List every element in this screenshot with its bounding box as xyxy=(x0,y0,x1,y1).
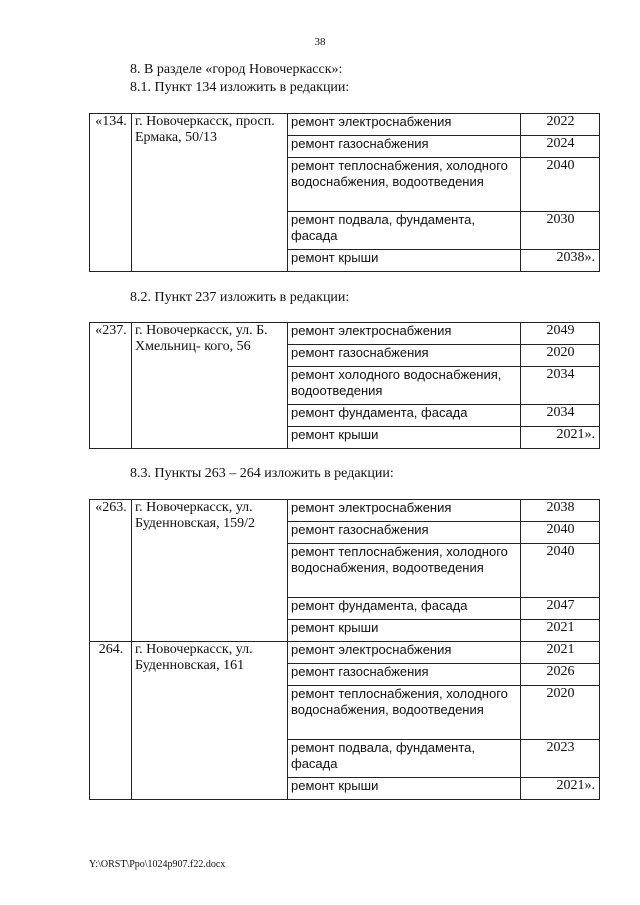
item-address: г. Новочеркасск, ул. Буденновская, 159/2 xyxy=(132,500,288,642)
table-items-263-264 xyxy=(89,499,600,800)
work-type: ремонт подвала, фундамента, фасада xyxy=(288,740,521,778)
work-type: ремонт холодного водоснабжения, водоотведения xyxy=(288,367,521,405)
work-year: 2024 xyxy=(521,136,600,158)
paragraph-8-2: 8.2. Пункт 237 изложить в редакции: xyxy=(130,290,350,305)
work-type: ремонт крыши xyxy=(288,250,521,272)
work-year: 2023 xyxy=(521,740,600,778)
work-type: ремонт крыши xyxy=(288,427,521,449)
work-type: ремонт крыши xyxy=(288,778,521,800)
work-type: ремонт газоснабжения xyxy=(288,345,521,367)
work-type: ремонт электроснабжения xyxy=(288,114,521,136)
item-number: «134. xyxy=(90,114,132,272)
work-year: 2021». xyxy=(521,427,600,449)
work-year: 2040 xyxy=(521,544,600,598)
item-address: г. Новочеркасск, ул. Буденновская, 161 xyxy=(132,642,288,800)
item-address: г. Новочеркасск, ул. Б. Хмельниц- кого, 56 xyxy=(132,323,288,449)
work-type: ремонт электроснабжения xyxy=(288,642,521,664)
paragraph-8-1: 8.1. Пункт 134 изложить в редакции: xyxy=(130,80,350,95)
work-year: 2047 xyxy=(521,598,600,620)
table-row xyxy=(90,500,600,522)
work-type: ремонт электроснабжения xyxy=(288,323,521,345)
work-type: ремонт теплоснабжения, холодного водоснабжения, водоотведения xyxy=(288,686,521,740)
work-year: 2026 xyxy=(521,664,600,686)
item-address: г. Новочеркасск, просп. Ермака, 50/13 xyxy=(132,114,288,272)
section-heading: 8. В разделе «город Новочеркасск»: xyxy=(130,62,343,77)
work-type: ремонт теплоснабжения, холодного водоснабжения, водоотведения xyxy=(288,158,521,212)
work-type: ремонт теплоснабжения, холодного водоснабжения, водоотведения xyxy=(288,544,521,598)
work-type: ремонт фундамента, фасада xyxy=(288,598,521,620)
work-year: 2038 xyxy=(521,500,600,522)
table-row xyxy=(90,642,600,664)
item-number: «263. xyxy=(90,500,132,642)
work-type: ремонт газоснабжения xyxy=(288,136,521,158)
work-year: 2034 xyxy=(521,367,600,405)
work-year: 2049 xyxy=(521,323,600,345)
work-year: 2034 xyxy=(521,405,600,427)
work-year: 2021 xyxy=(521,642,600,664)
table-row xyxy=(90,114,600,136)
work-year: 2020 xyxy=(521,686,600,740)
work-year: 2030 xyxy=(521,212,600,250)
work-type: ремонт подвала, фундамента, фасада xyxy=(288,212,521,250)
paragraph-8-3: 8.3. Пункты 263 – 264 изложить в редакции: xyxy=(130,466,394,481)
work-type: ремонт крыши xyxy=(288,620,521,642)
table-row xyxy=(90,323,600,345)
work-type: ремонт электроснабжения xyxy=(288,500,521,522)
work-year: 2040 xyxy=(521,522,600,544)
footer-file-path: Y:\ORST\Ppo\1024p907.f22.docx xyxy=(89,859,226,870)
work-year: 2021 xyxy=(521,620,600,642)
work-year: 2040 xyxy=(521,158,600,212)
work-year: 2021». xyxy=(521,778,600,800)
work-year: 2022 xyxy=(521,114,600,136)
work-year: 2038». xyxy=(521,250,600,272)
work-type: ремонт газоснабжения xyxy=(288,664,521,686)
table-item-134 xyxy=(89,113,600,272)
item-number: «237. xyxy=(90,323,132,449)
table-item-237 xyxy=(89,322,600,449)
work-year: 2020 xyxy=(521,345,600,367)
work-type: ремонт газоснабжения xyxy=(288,522,521,544)
page-number: 38 xyxy=(314,36,326,48)
work-type: ремонт фундамента, фасада xyxy=(288,405,521,427)
item-number: 264. xyxy=(90,642,132,800)
